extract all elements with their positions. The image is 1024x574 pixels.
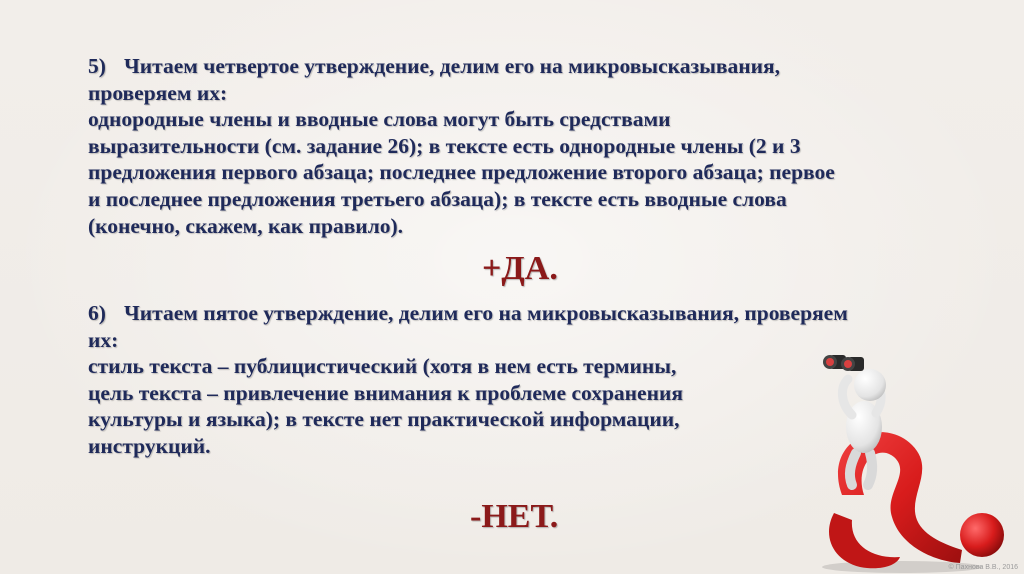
item-6-line: культуры и языка); в тексте нет практической информации, — [88, 407, 680, 432]
item-6-number: 6) — [88, 301, 106, 325]
item-6-line: их: — [88, 327, 119, 352]
item-5-line: выразительности (см. задание 26); в тексте есть однородные члены (2 и 3 — [88, 133, 801, 158]
item-5-line: предложения первого абзаца; последнее предложение второго абзаца; первое — [88, 160, 835, 185]
item-5-line: 5) Читаем четвертое утверждение, делим его на микровысказывания, — [88, 54, 781, 78]
item-5-line: однородные члены и вводные слова могут быть средствами — [88, 107, 671, 132]
item-6-line: стиль текста – публицистический (хотя в нем есть термины, — [88, 354, 677, 379]
item-5-line: (конечно, скажем, как правило). — [88, 213, 404, 238]
person-with-binoculars-on-question-mark-icon — [812, 345, 1024, 574]
item-6-verdict: -НЕТ. — [470, 498, 559, 535]
item-6-line: 6) Читаем пятое утверждение, делим его на микровысказывания, проверяем — [88, 301, 848, 325]
item-5-number: 5) — [88, 54, 106, 78]
item-5-paragraph — [88, 53, 835, 239]
copyright-credit: © Пахнова В.В., 2016 — [948, 564, 1018, 571]
item-6-line: инструкций. — [88, 433, 211, 458]
item-6-line: цель текста – привлечение внимания к проблеме сохранения — [88, 380, 684, 405]
item-6-paragraph — [88, 300, 848, 460]
item-5-line: проверяем их: — [88, 80, 228, 105]
item-5-line: и последнее предложения третьего абзаца); в тексте есть вводные слова — [88, 186, 787, 211]
item-5-verdict: +ДА. — [482, 250, 558, 287]
